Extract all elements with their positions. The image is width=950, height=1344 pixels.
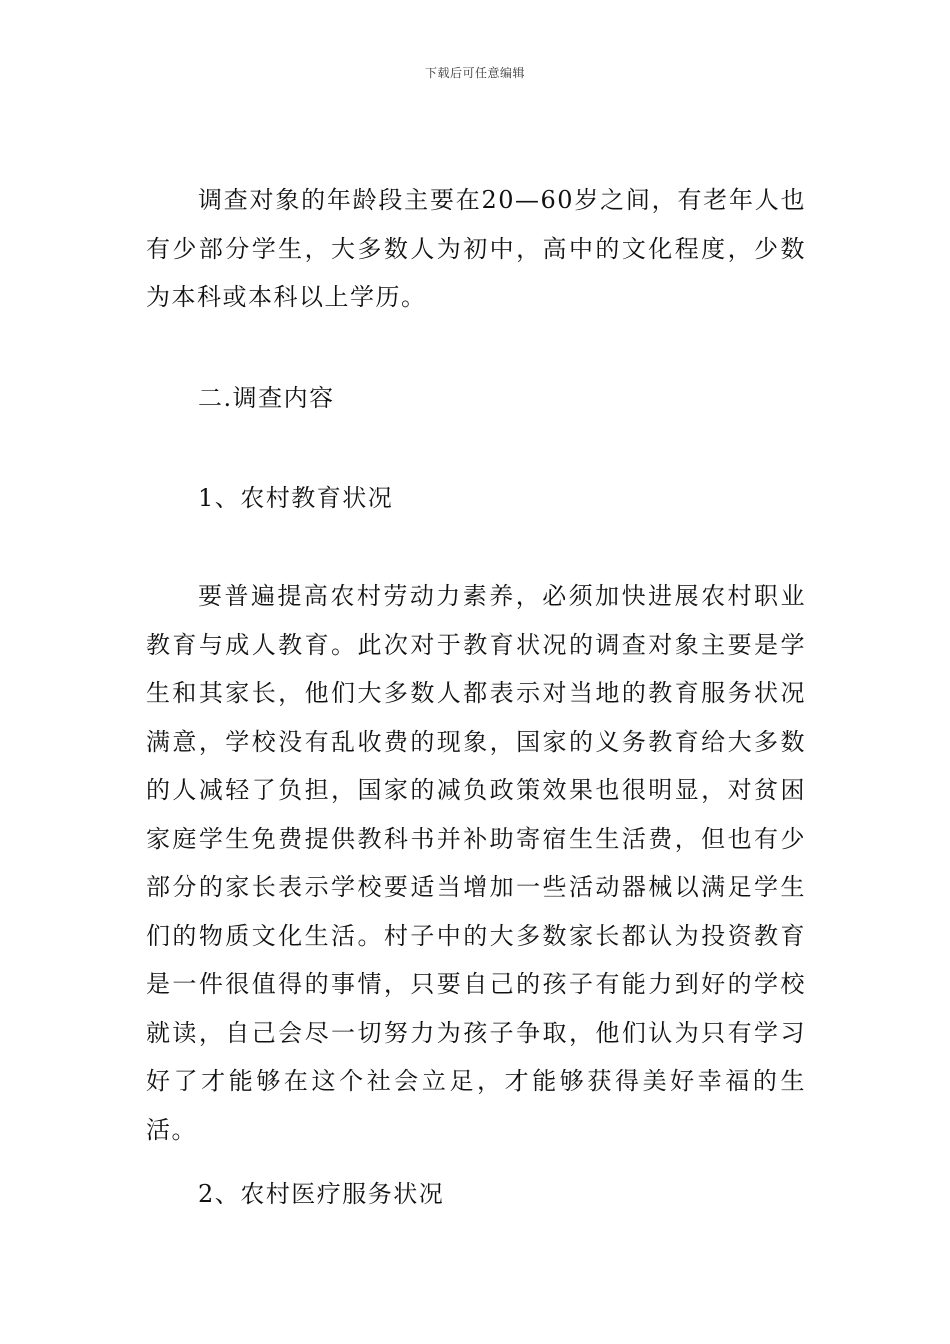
- page-header-note: 下载后可任意编辑: [424, 66, 525, 80]
- section-heading-container: [146, 374, 806, 423]
- subheading-rural-medical-services: 2、农村医疗服务状况: [198, 1180, 445, 1208]
- section-heading-survey-content: 二.调查内容: [198, 384, 335, 412]
- subheading-rural-education: 1、农村教育状况: [198, 484, 394, 512]
- subheading-1-container: [146, 474, 806, 523]
- body-paragraph-education-status: 要普遍提高农村劳动力素养，必须加快进展农村职业教育与成人教育。此次对于教育状况的调查对象主要是学生和其家长，他们大多数人都表示对当地的教育服务状况满意，学校没有乱收费的现象，国家的义务教育给大多数的人减轻了负担，国家的减负政策效果也很明显，对贫困家庭学生免费提供教科书并补助寄宿生生活费，但也有少部分的家长表示学校要适当增加一些活动器械以满足学生们的物质文化生活。村子中的大多数家长都认为投资教育是一件很值得的事情，只要自己的孩子有能力到好的学校就读，自己会尽一切努力为孩子争取，他们认为只有学习好了才能够在这个社会立足，才能够获得美好幸福的生活。: [146, 582, 806, 1144]
- subheading-2-container: [146, 1170, 806, 1219]
- body-paragraph-2-container: [146, 572, 806, 1154]
- body-paragraph-1-container: [146, 176, 806, 322]
- body-paragraph-respondents: 调查对象的年龄段主要在20—60岁之间，有老年人也有少部分学生，大多数人为初中，高中的文化程度，少数为本科或本科以上学历。: [146, 186, 806, 311]
